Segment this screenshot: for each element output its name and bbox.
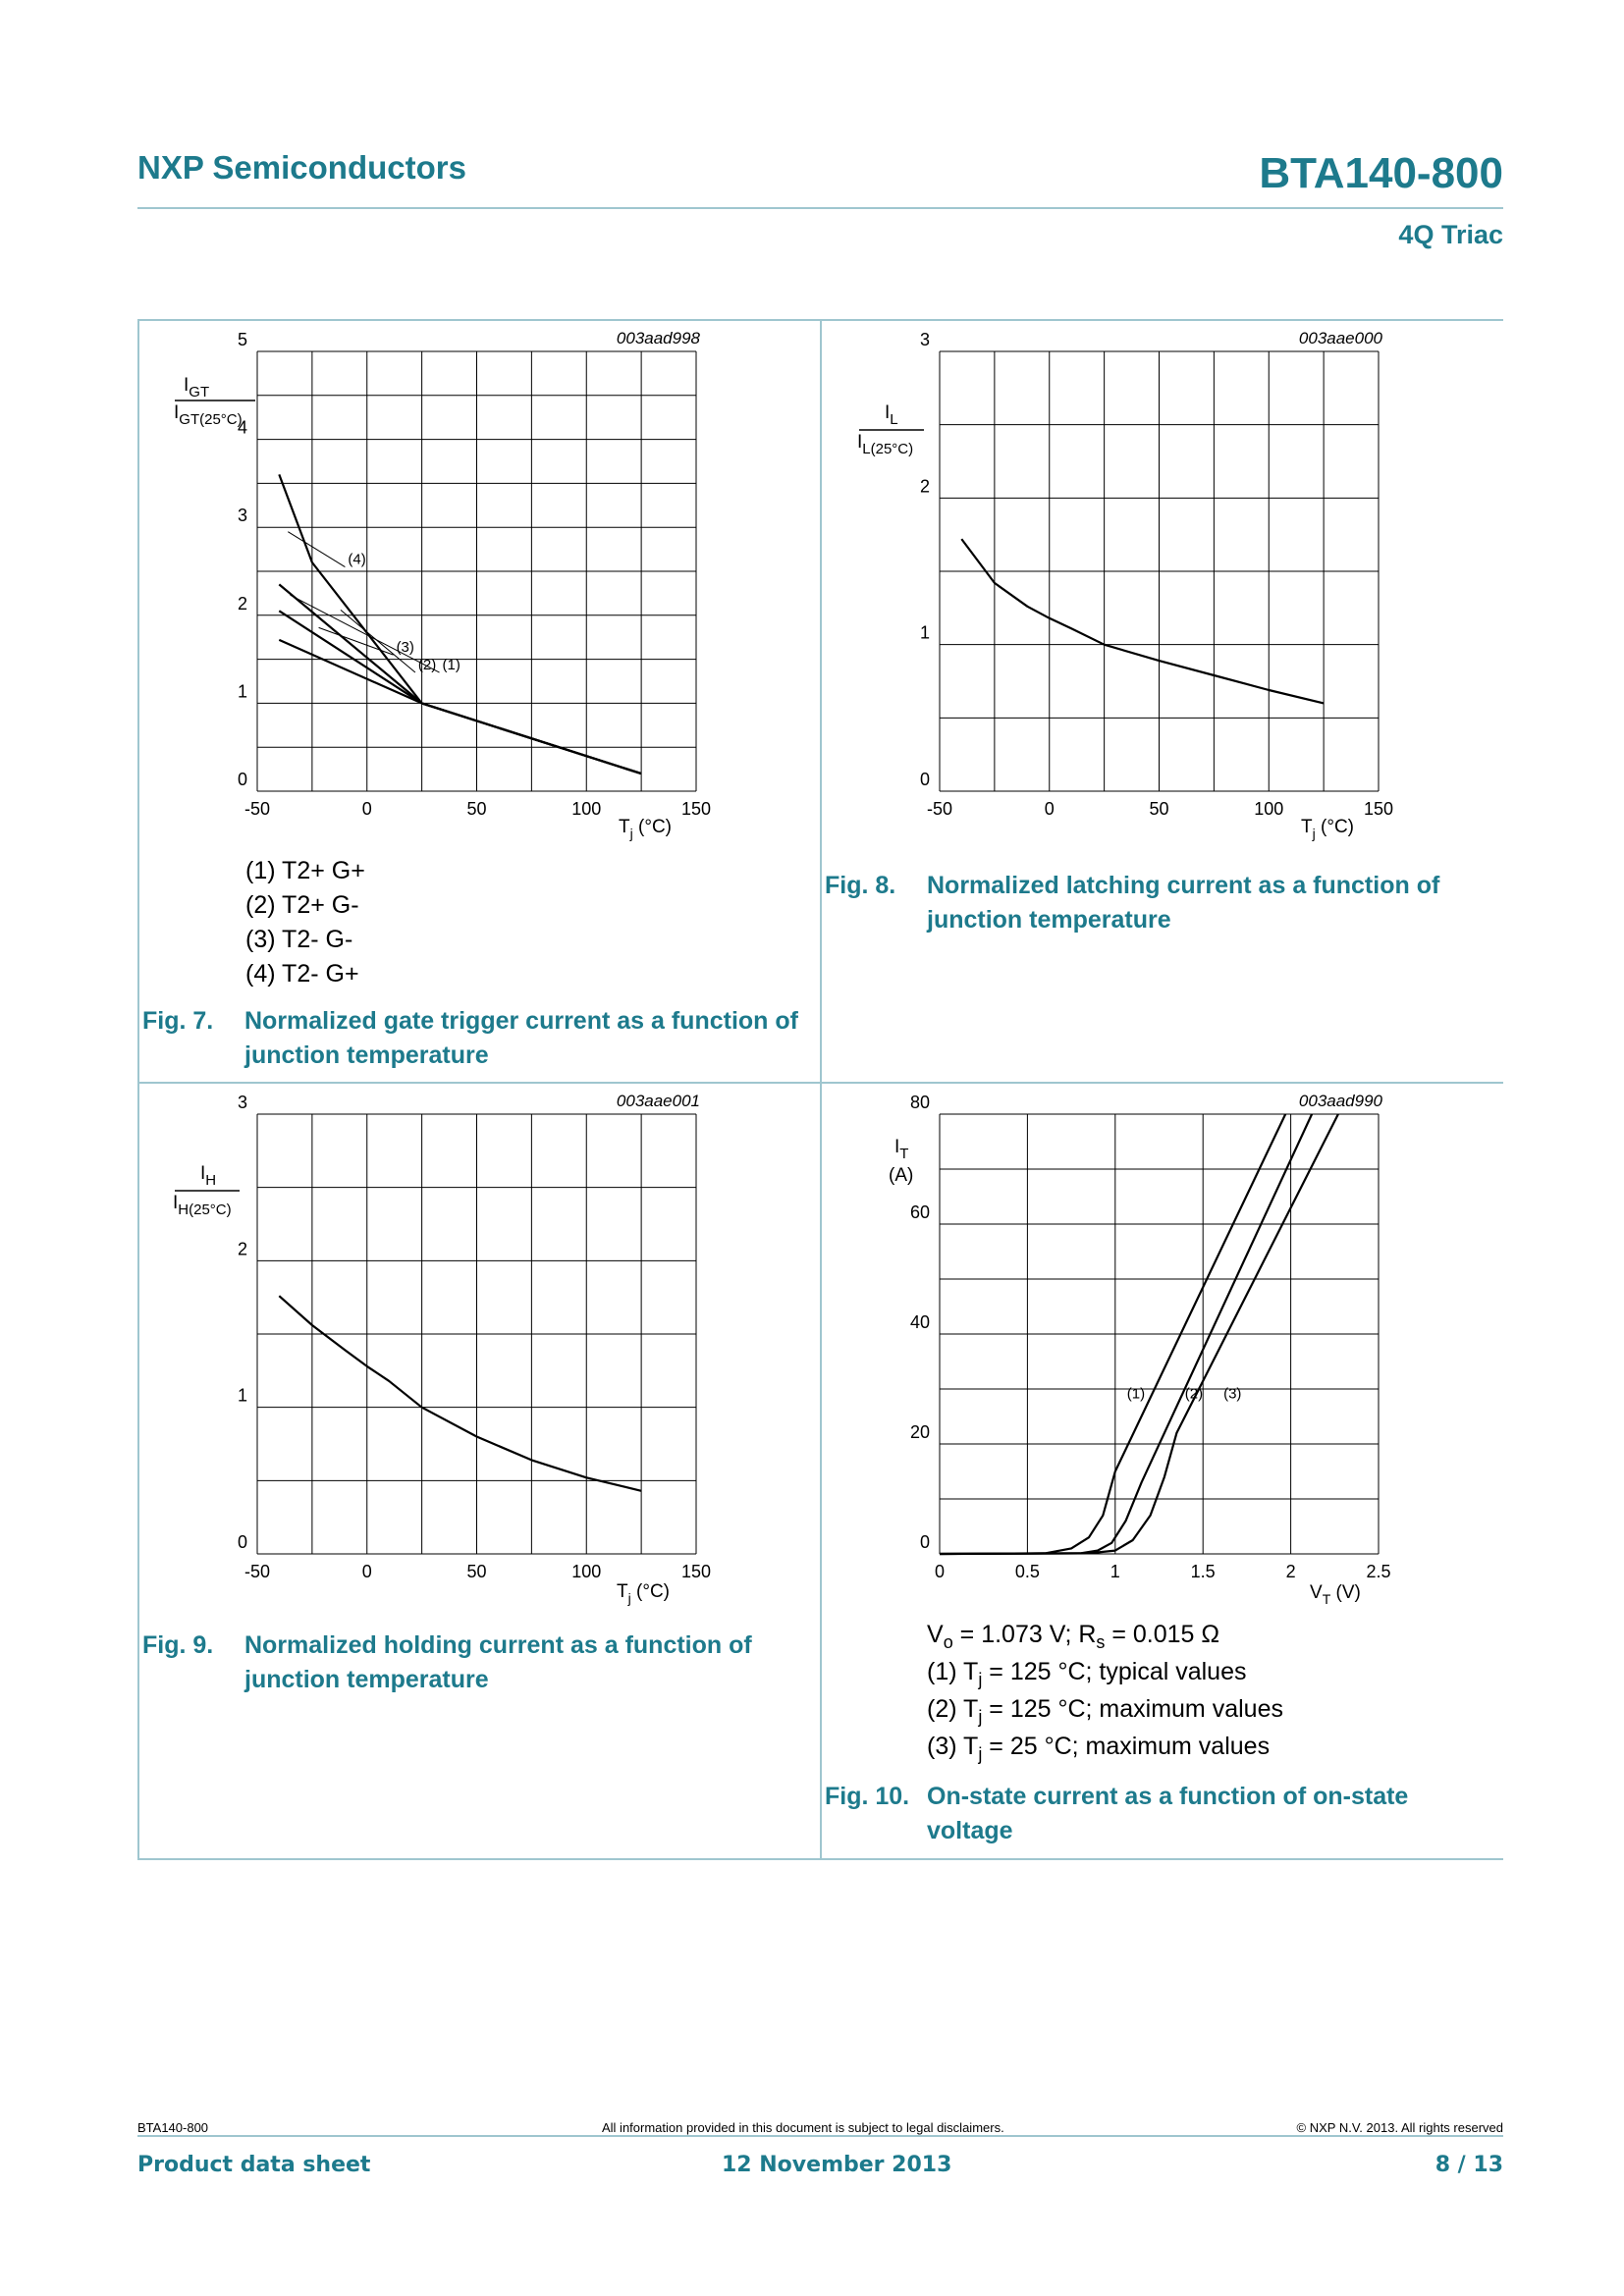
fig10-xlabel: $V_T$ (V): [1310, 1582, 1361, 1607]
fig8-xtick-label: 100: [1254, 799, 1284, 819]
fig9-code: 003aae001: [616, 1092, 700, 1110]
fig9-ylabel-num: $I_H$: [200, 1163, 217, 1189]
fig7-x-ticks: [244, 799, 711, 819]
fig7-annotation-label: (1): [442, 657, 460, 674]
fig7-xtick-label: 100: [571, 799, 602, 819]
fig9-series: [279, 1296, 641, 1491]
fig10-grid: [940, 1114, 1379, 1554]
fig7-code: 003aad998: [616, 329, 700, 347]
fig10-ylabel: $I_T$: [894, 1137, 909, 1162]
fig7-series-2: [279, 611, 641, 774]
fig7-series: [279, 474, 641, 774]
fig10-xtick-label: 2: [1285, 1562, 1296, 1581]
fig8-ytick-label: 0: [919, 770, 930, 789]
fig9-caption-title-2: junction temperature: [244, 1666, 489, 1693]
fig10-xtick-label: 2.5: [1366, 1562, 1391, 1581]
fig9-ylabel-den: $I_{H(25^\circ C)}$: [173, 1193, 232, 1218]
footer-doc-type: Product data sheet: [137, 2153, 371, 2177]
fig7-annotation-leader: [319, 627, 394, 655]
fig7-caption: [142, 1004, 820, 1075]
fig7-series-4: [279, 474, 641, 774]
fig9-x-ticks: [244, 1562, 711, 1581]
fig9-ytick-label: 3: [237, 1093, 247, 1112]
fig10-note-1: (1) $T_j = 125$ °C; typical values: [927, 1658, 1247, 1689]
fig10-xtick-label: 1.5: [1190, 1562, 1216, 1581]
fig10-ytick-label: 40: [909, 1312, 930, 1332]
fig7-ylabel-num: $I_{GT}$: [184, 375, 210, 400]
fig9-y-ticks: [238, 1093, 247, 1552]
fig7-caption-title-2: junction temperature: [244, 1041, 489, 1069]
fig10-note-2: (2) $T_j = 125$ °C; maximum values: [927, 1695, 1283, 1727]
fig7-annotation-leader: [288, 532, 345, 567]
fig8-caption: [825, 869, 1502, 939]
fig10-y-ticks: [910, 1093, 930, 1552]
fig7-caption-title-1: Normalized gate trigger current as a function of: [244, 1007, 798, 1035]
fig10-ytick-label: 60: [909, 1202, 930, 1222]
fig7-legend-3: (3) T2- G-: [245, 926, 353, 953]
fig8-ytick-label: 3: [919, 330, 930, 349]
fig10-annotation-label: (3): [1223, 1385, 1242, 1403]
fig7-ytick-label: 3: [237, 506, 247, 526]
fig8-xtick-label: 50: [1149, 799, 1169, 819]
fig8-x-ticks: [927, 799, 1393, 819]
fig10-chart: [820, 1087, 1503, 1617]
fig10-caption-label: Fig. 10.: [825, 1783, 910, 1810]
fig9-xtick-label: 0: [361, 1562, 372, 1581]
part-number: BTA140-800: [1259, 149, 1503, 197]
fig9-ytick-label: 1: [237, 1385, 247, 1406]
fig10-ytick-label: 0: [919, 1532, 930, 1552]
fig8-ytick-label: 1: [919, 622, 930, 643]
fig7-legend-2: (2) T2+ G-: [245, 891, 359, 919]
fig8-ylabel-num: $I_L$: [885, 402, 898, 428]
fig9-xtick-label: 150: [680, 1562, 712, 1581]
fig10-annotation-label: (2): [1184, 1385, 1204, 1403]
fig7-ylabel-den: $I_{GT(25^\circ C)}$: [174, 402, 243, 428]
fig9-chart: [137, 1087, 820, 1617]
fig9-series-1: [279, 1296, 641, 1491]
fig8-y-ticks: [920, 330, 930, 789]
fig9-xlabel: $T_j$ (°C): [617, 1581, 670, 1606]
fig9-caption: [142, 1629, 820, 1699]
fig7-grid: [257, 351, 696, 791]
fig9-caption-title-1: Normalized holding current as a function of: [244, 1631, 752, 1659]
fig8-chart: [820, 324, 1503, 854]
fig8-code: 003aae000: [1298, 329, 1382, 347]
fig8-grid: [940, 351, 1379, 791]
fig8-caption-title-2: junction temperature: [927, 906, 1171, 934]
fig10-code: 003aad990: [1298, 1092, 1382, 1110]
fig10-annotation-label: (1): [1126, 1385, 1146, 1403]
fig8-xtick-label: 150: [1363, 799, 1394, 819]
fig9-xtick-label: 50: [466, 1562, 487, 1581]
fig10-ytick-label: 20: [909, 1422, 930, 1442]
fig7-series-3: [279, 584, 641, 774]
fig9-xtick-label: -50: [244, 1562, 271, 1581]
footer-disclaimer: All information provided in this document is subject to legal disclaimers.: [602, 2120, 1004, 2135]
fig10-xtick-label: 0.5: [1014, 1562, 1040, 1581]
fig7-legend-4: (4) T2- G+: [245, 960, 359, 988]
footer-date: 12 November 2013: [722, 2153, 952, 2177]
fig10-x-ticks: [935, 1562, 1391, 1581]
fig8-ytick-label: 2: [919, 476, 930, 497]
fig9-xtick-label: 100: [571, 1562, 602, 1581]
fig10-note-0: $V_o = 1.073$ V; $R_s = 0.015$ Ω: [927, 1621, 1220, 1652]
part-subtitle: 4Q Triac: [1398, 220, 1503, 249]
fig10-note-3: (3) $T_j = 25$ °C; maximum values: [927, 1733, 1271, 1764]
fig8-xlabel: $T_j$ (°C): [1301, 817, 1354, 841]
fig7-legend-1: (1) T2+ G+: [245, 857, 365, 884]
fig7-xtick-label: -50: [244, 799, 271, 819]
fig9-ytick-label: 2: [237, 1239, 247, 1259]
footer-rule: [137, 2135, 1503, 2137]
fig7-chart: [137, 324, 820, 854]
fig7-ytick-label: 4: [237, 417, 247, 438]
fig7-ytick-label: 0: [237, 770, 247, 789]
fig8-ylabel-den: $I_{L(25^\circ C)}$: [857, 432, 914, 457]
fig7-annotation-label: (2): [417, 657, 437, 674]
fig8-xtick-label: -50: [926, 799, 953, 819]
footer-copyright: © NXP N.V. 2013. All rights reserved: [1296, 2120, 1503, 2135]
fig7-ytick-label: 2: [237, 593, 247, 614]
footer-doc-id: BTA140-800: [137, 2120, 209, 2135]
fig8-xtick-label: 0: [1044, 799, 1055, 819]
fig8-caption-title-1: Normalized latching current as a function of: [927, 872, 1440, 899]
fig9-caption-label: Fig. 9.: [142, 1631, 214, 1659]
fig10-caption-title-1: On-state current as a function of on-state: [927, 1783, 1409, 1810]
fig7-caption-label: Fig. 7.: [142, 1007, 214, 1035]
fig7-annotation-label: (4): [348, 551, 366, 568]
fig7-y-ticks: [238, 330, 247, 789]
footer-page-number: 8 / 13: [1435, 2153, 1503, 2177]
fig8-series: [961, 539, 1324, 703]
fig7-xtick-label: 0: [361, 799, 372, 819]
fig7-xlabel: $T_j$ (°C): [619, 817, 672, 841]
fig10-ylabel-unit: (A): [889, 1165, 914, 1186]
fig10-xtick-label: 0: [934, 1562, 946, 1581]
fig8-caption-label: Fig. 8.: [825, 872, 896, 899]
fig7-xtick-label: 50: [466, 799, 487, 819]
company-name: NXP Semiconductors: [137, 149, 466, 186]
header-rule: [137, 207, 1503, 209]
fig7-xtick-label: 150: [680, 799, 712, 819]
fig7-annotation-label: (3): [396, 639, 414, 657]
fig7-ytick-label: 1: [237, 681, 247, 702]
fig8-series-1: [961, 539, 1324, 703]
fig10-ytick-label: 80: [909, 1093, 930, 1112]
fig10-caption-title-2: voltage: [927, 1817, 1013, 1844]
fig7-ytick-label: 5: [237, 330, 247, 349]
fig10-caption: [825, 1780, 1502, 1850]
fig10-xtick-label: 1: [1110, 1562, 1120, 1581]
fig9-ytick-label: 0: [237, 1532, 247, 1552]
